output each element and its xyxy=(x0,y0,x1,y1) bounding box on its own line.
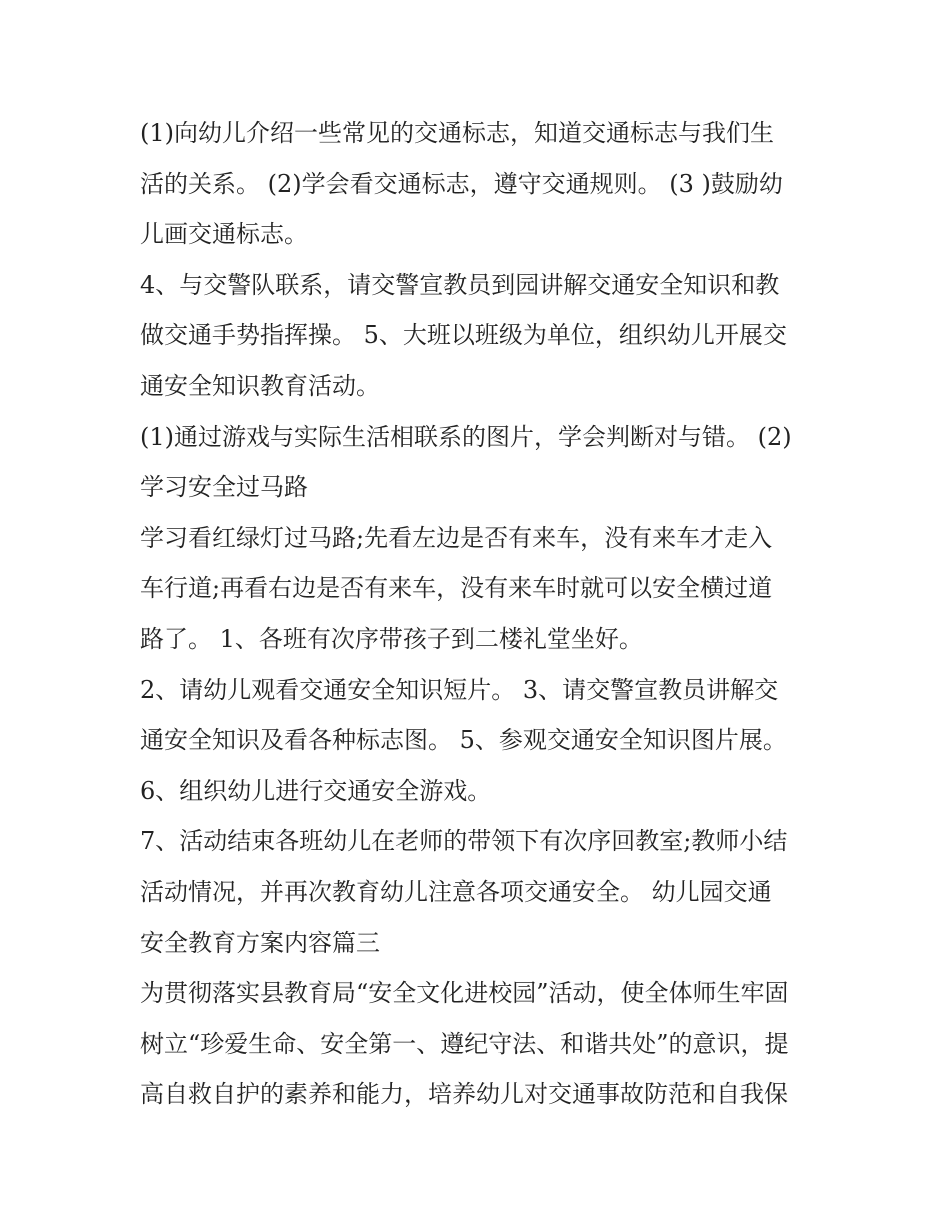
text-line-12: 2、请幼儿观看交通安全知识短片。 3、请交警宣教员讲解交 xyxy=(140,675,779,704)
text-line-13: 通安全知识及看各种标志图。 5、参观交通安全知识图片展。 xyxy=(140,726,787,755)
text-line-16: 活动情况，并再次教育幼儿注意各项交通安全。 幼儿园交通 xyxy=(140,877,772,906)
text-line-6: 通安全知识教育活动。 xyxy=(140,371,380,400)
text-line-11: 路了。 1、各班有次序带孩子到二楼礼堂坐好。 xyxy=(140,624,643,653)
text-line-19: 树立“珍爱生命、安全第一、遵纪守法、和谐共处”的意识，提 xyxy=(140,1029,789,1058)
text-line-8: 学习安全过马路 xyxy=(140,473,308,502)
text-line-5: 做交通手势指挥操。 5、大班以班级为单位，组织幼儿开展交 xyxy=(140,321,787,350)
text-line-10: 车行道;再看右边是否有来车，没有来车时就可以安全横过道 xyxy=(140,574,773,603)
text-line-4: 4、与交警队联系，请交警宣教员到园讲解交通安全知识和教 xyxy=(140,270,780,299)
text-line-9: 学习看红绿灯过马路;先看左边是否有来车，没有来车才走入 xyxy=(140,523,773,552)
text-line-3: 儿画交通标志。 xyxy=(140,220,308,249)
text-line-20: 高自救自护的素养和能力，培养幼儿对交通事故防范和自我保 xyxy=(140,1080,788,1109)
text-line-15: 7、活动结束各班幼儿在老师的带领下有次序回教室;教师小结 xyxy=(140,827,788,856)
text-line-2: 活的关系。 (2)学会看交通标志，遵守交通规则。 (3 )鼓励幼 xyxy=(140,169,783,198)
text-line-18: 为贯彻落实县教育局“安全文化进校园”活动，使全体师生牢固 xyxy=(140,979,789,1008)
text-line-14: 6、组织幼儿进行交通安全游戏。 xyxy=(140,776,492,805)
text-line-17: 安全教育方案内容篇三 xyxy=(140,928,380,957)
text-line-1: (1)向幼儿介绍一些常见的交通标志，知道交通标志与我们生 xyxy=(140,119,774,147)
text-line-7: (1)通过游戏与实际生活相联系的图片，学会判断对与错。 (2) xyxy=(140,422,792,451)
document-body xyxy=(140,108,830,1120)
